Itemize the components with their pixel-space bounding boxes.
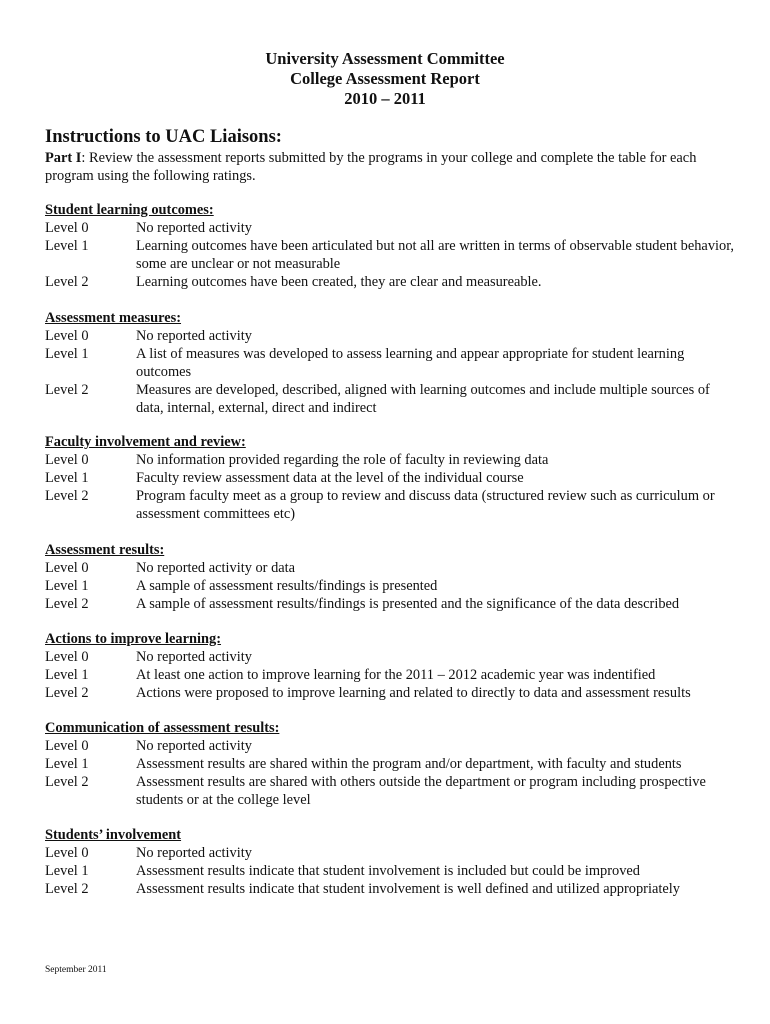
level-description: Assessment results are shared within the program and/or department, with faculty and students — [136, 756, 682, 772]
level-row — [45, 684, 735, 702]
level-row — [45, 345, 735, 381]
level-label: Level 1 — [45, 756, 89, 772]
level-description: Assessment results indicate that student involvement is included but could be improved — [136, 863, 640, 879]
title-report: College Assessment Report — [290, 69, 480, 88]
level-row — [45, 559, 735, 577]
level-description: Learning outcomes have been created, they are clear and measureable. — [136, 274, 542, 290]
level-description: A sample of assessment results/findings is presented — [136, 578, 438, 594]
section-assessment-results — [45, 541, 735, 613]
level-description: No reported activity — [136, 220, 252, 236]
level-label: Level 1 — [45, 238, 89, 254]
section-heading: Actions to improve learning: — [45, 631, 222, 647]
level-label: Level 1 — [45, 470, 89, 486]
level-row — [45, 469, 735, 487]
level-description: No reported activity — [136, 649, 252, 665]
section-faculty-involvement — [45, 433, 735, 523]
level-row — [45, 595, 735, 613]
section-students-involvement — [45, 826, 735, 898]
level-row — [45, 219, 735, 237]
level-row — [45, 237, 735, 273]
level-row — [45, 844, 735, 862]
level-label: Level 0 — [45, 220, 89, 236]
part-text: : Review the assessment reports submitted by the programs in your college and complete the table for each program using the following ratings. — [45, 150, 697, 184]
level-description: No reported activity or data — [136, 560, 296, 576]
level-label: Level 2 — [45, 774, 89, 790]
level-row — [45, 273, 735, 291]
level-description: A list of measures was developed to assess learning and appear appropriate for student learning outcomes — [136, 346, 685, 380]
level-row — [45, 577, 735, 595]
level-label: Level 1 — [45, 863, 89, 879]
level-label: Level 1 — [45, 578, 89, 594]
level-description: Assessment results indicate that student involvement is well defined and utilized appropriately — [136, 881, 680, 897]
level-description: A sample of assessment results/findings is presented and the significance of the data described — [136, 596, 680, 612]
level-description: No reported activity — [136, 328, 252, 344]
level-description: No reported activity — [136, 738, 252, 754]
level-description: Learning outcomes have been articulated but not all are written in terms of observable student behavior, some are unclear or not measurable — [136, 238, 735, 272]
level-label: Level 2 — [45, 881, 89, 897]
level-label: Level 2 — [45, 382, 89, 398]
section-student-learning-outcomes — [45, 201, 735, 291]
level-label: Level 0 — [45, 452, 89, 468]
section-heading: Assessment measures: — [45, 310, 182, 326]
section-heading: Faculty involvement and review: — [45, 434, 246, 450]
instructions-text — [45, 149, 735, 185]
level-row — [45, 880, 735, 898]
level-row — [45, 737, 735, 755]
part-label: Part I — [45, 150, 82, 166]
level-description: At least one action to improve learning for the 2011 – 2012 academic year was indentified — [136, 667, 656, 683]
level-row — [45, 666, 735, 684]
level-row — [45, 487, 735, 523]
level-label: Level 1 — [45, 667, 89, 683]
level-label: Level 0 — [45, 649, 89, 665]
level-label: Level 2 — [45, 685, 89, 701]
report-title — [0, 49, 770, 109]
instructions-heading: Instructions to UAC Liaisons: — [45, 127, 282, 147]
level-label: Level 0 — [45, 738, 89, 754]
section-actions-to-improve — [45, 630, 735, 702]
section-heading: Student learning outcomes: — [45, 202, 214, 218]
level-row — [45, 862, 735, 880]
level-description: No information provided regarding the role of faculty in reviewing data — [136, 452, 549, 468]
level-label: Level 0 — [45, 845, 89, 861]
section-heading: Assessment results: — [45, 542, 165, 558]
level-label: Level 0 — [45, 560, 89, 576]
footer-date: September 2011 — [45, 965, 107, 975]
level-row — [45, 327, 735, 345]
level-description: Measures are developed, described, aligned with learning outcomes and include multiple sources of data, internal, external, direct and indirect — [136, 382, 710, 416]
section-heading: Communication of assessment results: — [45, 720, 280, 736]
level-description: Assessment results are shared with others outside the department or program including prospective students or at the college level — [136, 774, 706, 808]
level-label: Level 1 — [45, 346, 89, 362]
level-label: Level 2 — [45, 488, 89, 504]
level-label: Level 2 — [45, 596, 89, 612]
level-description: Faculty review assessment data at the level of the individual course — [136, 470, 524, 486]
level-description: Actions were proposed to improve learning and related to directly to data and assessment results — [136, 685, 691, 701]
level-row — [45, 755, 735, 773]
level-description: Program faculty meet as a group to review and discuss data (structured review such as curriculum or assessment committees etc) — [136, 488, 715, 522]
level-description: No reported activity — [136, 845, 252, 861]
level-row — [45, 773, 735, 809]
section-assessment-measures — [45, 309, 735, 417]
level-label: Level 2 — [45, 274, 89, 290]
level-row — [45, 381, 735, 417]
title-year: 2010 – 2011 — [344, 89, 426, 108]
level-row — [45, 451, 735, 469]
level-label: Level 0 — [45, 328, 89, 344]
section-heading: Students’ involvement — [45, 827, 182, 843]
title-committee: University Assessment Committee — [265, 49, 505, 68]
section-communication-results — [45, 719, 735, 809]
level-row — [45, 648, 735, 666]
